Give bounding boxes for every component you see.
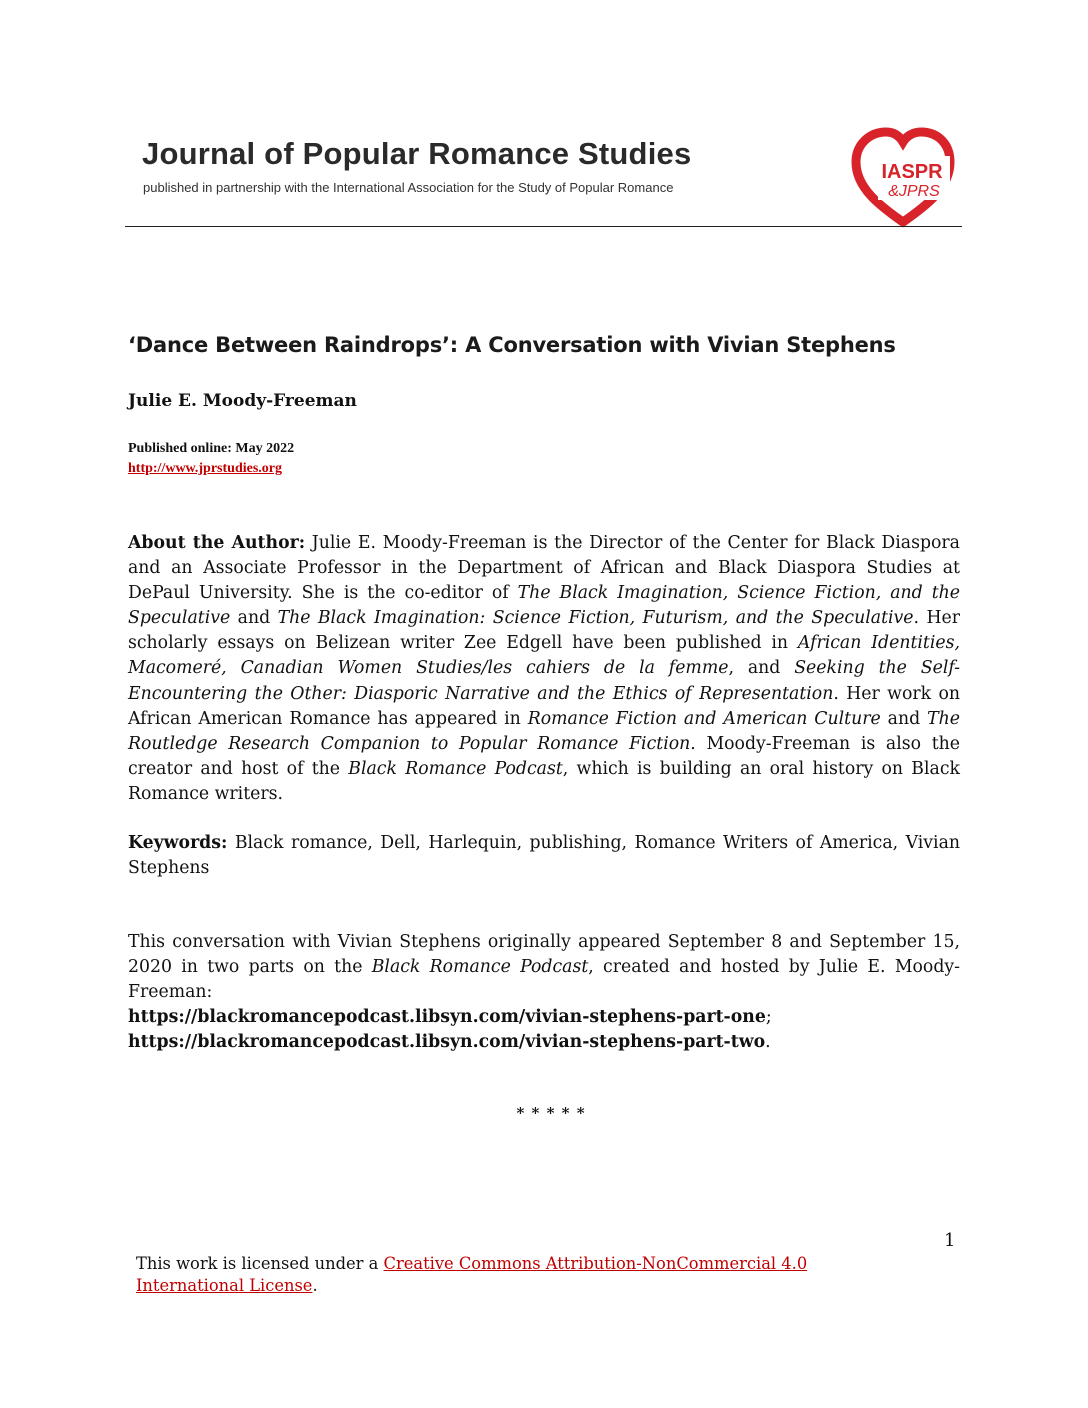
book-title: The Routledge Research Companion to Popular Romance Fiction — [128, 708, 960, 754]
published-date: Published online: May 2022 — [128, 441, 295, 456]
podcast-url-part-two[interactable]: https://blackromancepodcast.libsyn.com/vivian-stephens-part-two — [128, 1032, 766, 1053]
about-text: , which is building an oral history on Black Romance writers. — [128, 758, 960, 804]
logo-text-bottom: &JPRS — [888, 183, 940, 200]
podcast-url-line-two — [128, 1030, 960, 1055]
keywords-label: Keywords: — [128, 833, 228, 853]
podcast-paragraph — [128, 930, 960, 1055]
license-suffix: . — [312, 1276, 318, 1295]
book-title: The Black Imagination, Science Fiction, and the Speculative — [128, 583, 960, 629]
podcast-url-line-one — [128, 1005, 960, 1030]
about-text: and — [880, 708, 928, 729]
about-author-label: About the Author: — [128, 533, 306, 553]
url-separator: ; — [765, 1007, 772, 1028]
keywords-paragraph — [128, 831, 960, 881]
journal-subtitle: published in partnership with the International Association for the Study of Popular Romance — [143, 180, 674, 195]
license-notice — [136, 1253, 836, 1297]
keywords-text: Black romance, Dell, Harlequin, publishing, Romance Writers of America, Vivian Stephens — [128, 833, 960, 879]
about-text: , and — [728, 658, 795, 679]
podcast-url-part-one[interactable]: https://blackromancepodcast.libsyn.com/vivian-stephens-part-one — [128, 1007, 766, 1028]
article-title: ‘Dance Between Raindrops’: A Conversation with Vivian Stephens — [128, 333, 896, 357]
about-text: Julie E. Moody-Freeman is the Director of the Center for Black Diaspora and an Associate Professor in the Department of African and Black Diaspora Studies at DePaul University. She is the co-editor of — [128, 533, 960, 604]
podcast-title: Black Romance Podcast — [371, 957, 589, 978]
url-separator: . — [765, 1032, 771, 1053]
license-prefix: This work is licensed under a — [136, 1254, 384, 1273]
journal-site-link[interactable]: http://www.jprstudies.org — [128, 461, 283, 476]
section-separator: * * * * * — [516, 1104, 586, 1122]
podcast-title: Black Romance Podcast — [348, 758, 563, 779]
page-number: 1 — [944, 1230, 956, 1251]
book-title: Seeking the Self-Encountering the Other: Diasporic Narrative and the Ethics of Representation — [128, 658, 961, 704]
about-text: . Moody-Freeman is also the creator and host of the — [128, 733, 960, 779]
book-title: The Black Imagination: Science Fiction, Futurism, and the Speculative — [277, 608, 914, 629]
license-link[interactable]: Creative Commons Attribution-NonCommercial 4.0 International License — [136, 1254, 808, 1295]
journal-titles: African Identities, Macomeré, Canadian Women Studies/les cahiers de la femme — [128, 633, 960, 679]
about-text: and — [230, 608, 278, 629]
iaspr-jprs-logo — [850, 126, 956, 228]
article-author: Julie E. Moody-Freeman — [128, 391, 357, 411]
about-author-paragraph — [128, 531, 960, 807]
about-text: . Her scholarly essays on Belizean writer Zee Edgell have been published in — [128, 608, 961, 654]
podcast-text: This conversation with Vivian Stephens originally appeared September 8 and September 15, 2020 in two parts on the — [128, 932, 960, 978]
logo-text-top: IASPR — [881, 161, 943, 183]
header-divider — [125, 226, 962, 227]
podcast-text: , created and hosted by Julie E. Moody-Freeman: — [128, 957, 960, 1003]
about-text: . Her work on African American Romance has appeared in — [128, 683, 960, 729]
book-title: Romance Fiction and American Culture — [527, 708, 881, 729]
journal-title: Journal of Popular Romance Studies — [142, 136, 692, 171]
